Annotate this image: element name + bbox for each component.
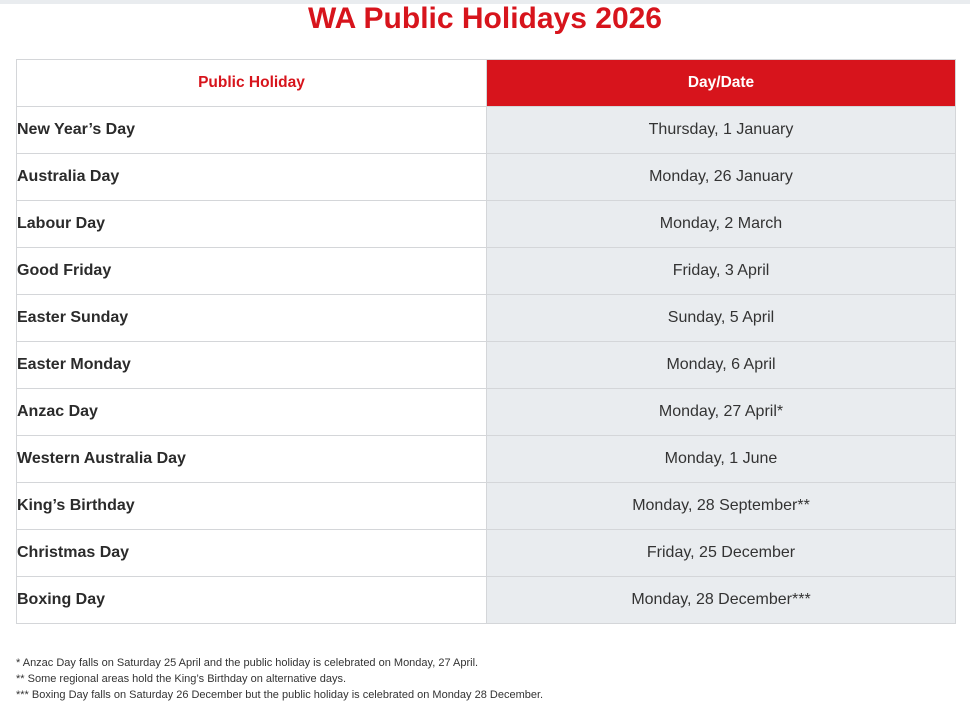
holiday-name: Good Friday	[17, 248, 487, 295]
holiday-name: Australia Day	[17, 154, 487, 201]
table-row	[17, 436, 956, 483]
table-row	[17, 342, 956, 389]
holiday-name: King’s Birthday	[17, 483, 487, 530]
holiday-name: Easter Sunday	[17, 295, 487, 342]
holiday-name: Western Australia Day	[17, 436, 487, 483]
table-row	[17, 295, 956, 342]
footnote-boxing-day: *** Boxing Day falls on Saturday 26 December but the public holiday is celebrated on Monday 28 December.	[16, 689, 544, 701]
table-row	[17, 154, 956, 201]
table-row	[17, 530, 956, 577]
table-row	[17, 389, 956, 436]
holiday-date: Monday, 28 December***	[487, 577, 956, 624]
table-row	[17, 107, 956, 154]
holiday-name: New Year’s Day	[17, 107, 487, 154]
holiday-date: Monday, 27 April*	[487, 389, 956, 436]
header-day-date: Day/Date	[487, 60, 956, 107]
table-header-row	[17, 60, 956, 107]
holiday-name: Boxing Day	[17, 577, 487, 624]
holiday-date: Monday, 26 January	[487, 154, 956, 201]
holiday-date: Monday, 28 September**	[487, 483, 956, 530]
holiday-date: Monday, 2 March	[487, 201, 956, 248]
holiday-date: Friday, 3 April	[487, 248, 956, 295]
holiday-name: Easter Monday	[17, 342, 487, 389]
holiday-name: Christmas Day	[17, 530, 487, 577]
table-row	[17, 201, 956, 248]
holiday-date: Sunday, 5 April	[487, 295, 956, 342]
holidays-table	[16, 59, 956, 624]
page-title: WA Public Holidays 2026	[307, 2, 662, 35]
holiday-name: Anzac Day	[17, 389, 487, 436]
table-row	[17, 483, 956, 530]
footnote-kings-birthday: ** Some regional areas hold the King’s Birthday on alternative days.	[16, 673, 346, 685]
header-public-holiday: Public Holiday	[17, 60, 487, 107]
holiday-date: Friday, 25 December	[487, 530, 956, 577]
holiday-date: Monday, 6 April	[487, 342, 956, 389]
table-row	[17, 577, 956, 624]
holiday-date: Monday, 1 June	[487, 436, 956, 483]
holiday-name: Labour Day	[17, 201, 487, 248]
holiday-date: Thursday, 1 January	[487, 107, 956, 154]
footnotes	[16, 655, 956, 703]
table-row	[17, 248, 956, 295]
footnote-anzac: * Anzac Day falls on Saturday 25 April and the public holiday is celebrated on Monday, 27 April.	[16, 657, 479, 669]
